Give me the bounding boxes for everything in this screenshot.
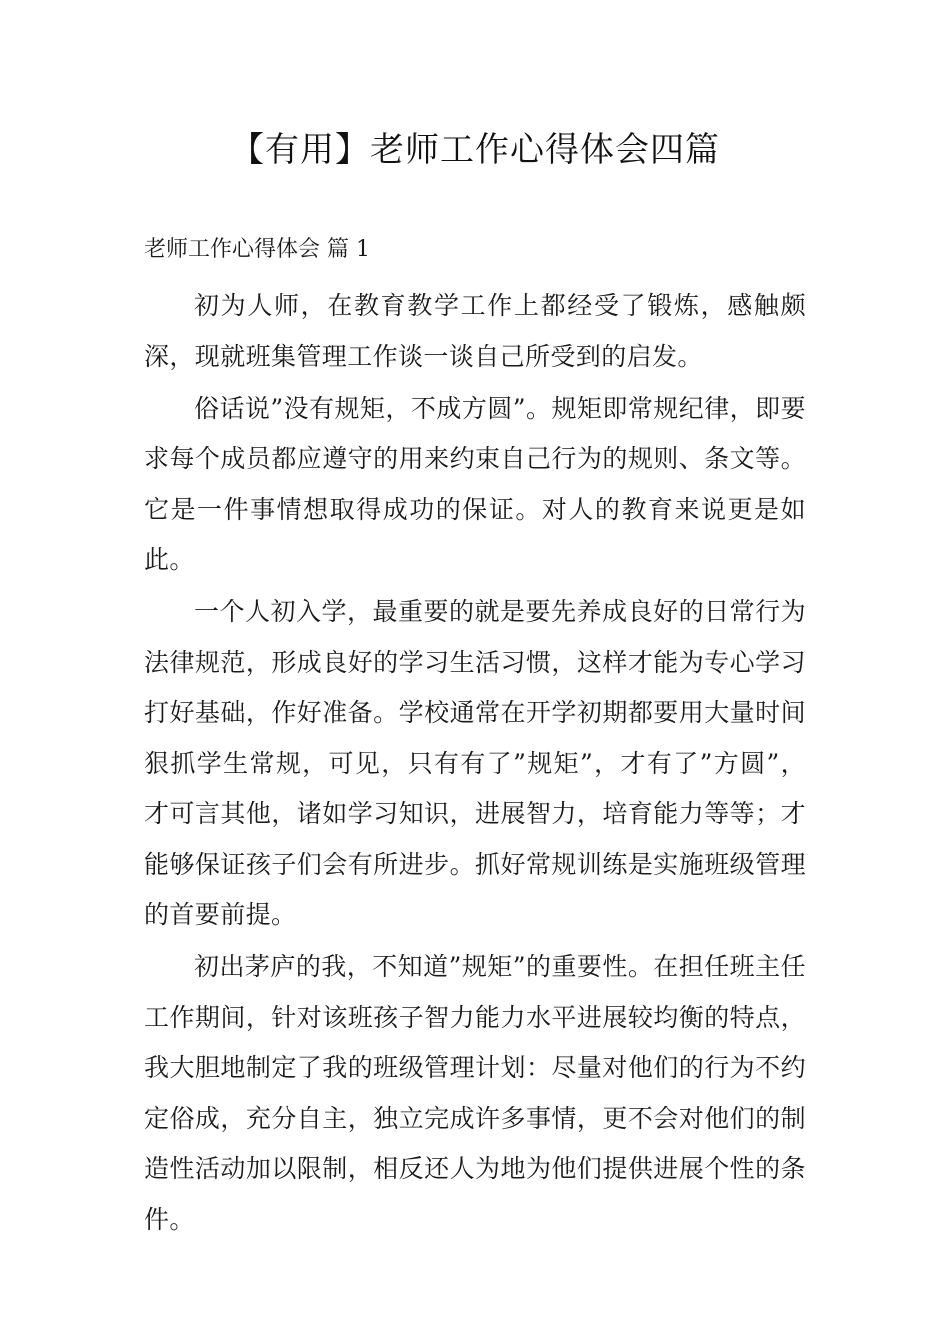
document-body bbox=[144, 225, 806, 1247]
document-title: 【有用】老师工作心得体会四篇 bbox=[230, 130, 720, 170]
paragraph-2: 俗话说”没有规矩，不成方圆”。规矩即常规纪律，即要求每个成员都应遵守的用来约束自己行为的规则、条文等。它是一件事情想取得成功的保证。对人的教育来说更是如此。 bbox=[144, 393, 806, 574]
paragraph-3: 一个人初入学，最重要的就是要先养成良好的日常行为法律规范，形成良好的学习生活习惯，这样才能为专心学习打好基础，作好准备。学校通常在开学初期都要用大量时间狠抓学生常规，可见，只有有了”规矩”，才有了”方圆”，才可言其他，诸如学习知识，进展智力，培育能力等等；才能够保证孩子们会有所进步。抓好常规训练是实施班级管理的首要前提。 bbox=[144, 597, 806, 929]
paragraph-4: 初出茅庐的我，不知道”规矩”的重要性。在担任班主任工作期间，针对该班孩子智力能力水平进展较均衡的特点，我大胆地制定了我的班级管理计划：尽量对他们的行为不约定俗成，充分自主，独立完成许多事情，更不会对他们的制造性活动加以限制，相反还人为地为他们提供进展个性的条件。 bbox=[144, 952, 806, 1234]
section-heading: 老师工作心得体会 篇 1 bbox=[144, 237, 370, 262]
paragraph-1: 初为人师，在教育教学工作上都经受了锻炼，感触颇深，现就班集管理工作谈一谈自己所受到的启发。 bbox=[144, 291, 806, 371]
